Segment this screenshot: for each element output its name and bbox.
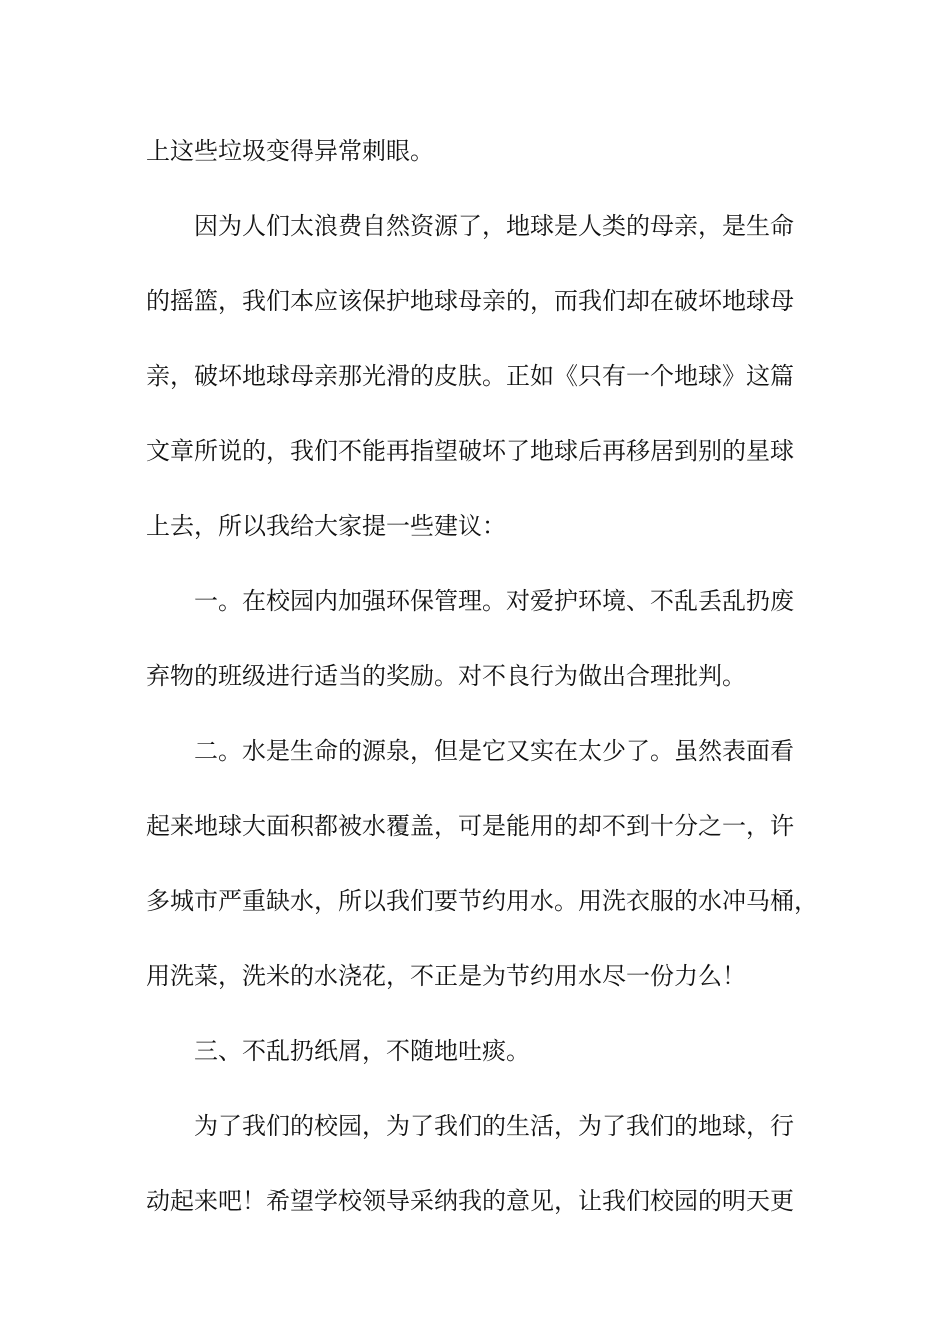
text-line: 起来地球大面积都被水覆盖，可是能用的却不到十分之一，许 — [146, 812, 794, 840]
text-line: 亲，破坏地球母亲那光滑的皮肤。正如《只有一个地球》这篇 — [146, 362, 794, 390]
closing-paragraph-start-line: 为了我们的校园，为了我们的生活，为了我们的地球，行 — [194, 1112, 794, 1140]
text-line: 用洗菜，洗米的水浇花，不正是为节约用水尽一份力么！ — [146, 962, 746, 990]
text-line: 的摇篮，我们本应该保护地球母亲的，而我们却在破坏地球母 — [146, 287, 794, 315]
suggestion-three-line: 三、不乱扔纸屑，不随地吐痰。 — [194, 1037, 530, 1065]
text-line: 上去，所以我给大家提一些建议： — [146, 512, 506, 540]
suggestion-two-line: 二。水是生命的源泉，但是它又实在太少了。虽然表面看 — [194, 737, 794, 765]
text-line: 多城市严重缺水，所以我们要节约用水。用洗衣服的水冲马桶， — [146, 887, 818, 915]
text-line: 文章所说的，我们不能再指望破坏了地球后再移居到别的星球 — [146, 437, 794, 465]
text-line: 动起来吧！希望学校领导采纳我的意见，让我们校园的明天更 — [146, 1187, 794, 1215]
text-line: 上这些垃圾变得异常刺眼。 — [146, 137, 434, 165]
paragraph-start-line: 因为人们太浪费自然资源了，地球是人类的母亲，是生命 — [194, 212, 794, 240]
text-line: 弃物的班级进行适当的奖励。对不良行为做出合理批判。 — [146, 662, 746, 690]
suggestion-one-line: 一。在校园内加强环保管理。对爱护环境、不乱丢乱扔废 — [194, 587, 794, 615]
